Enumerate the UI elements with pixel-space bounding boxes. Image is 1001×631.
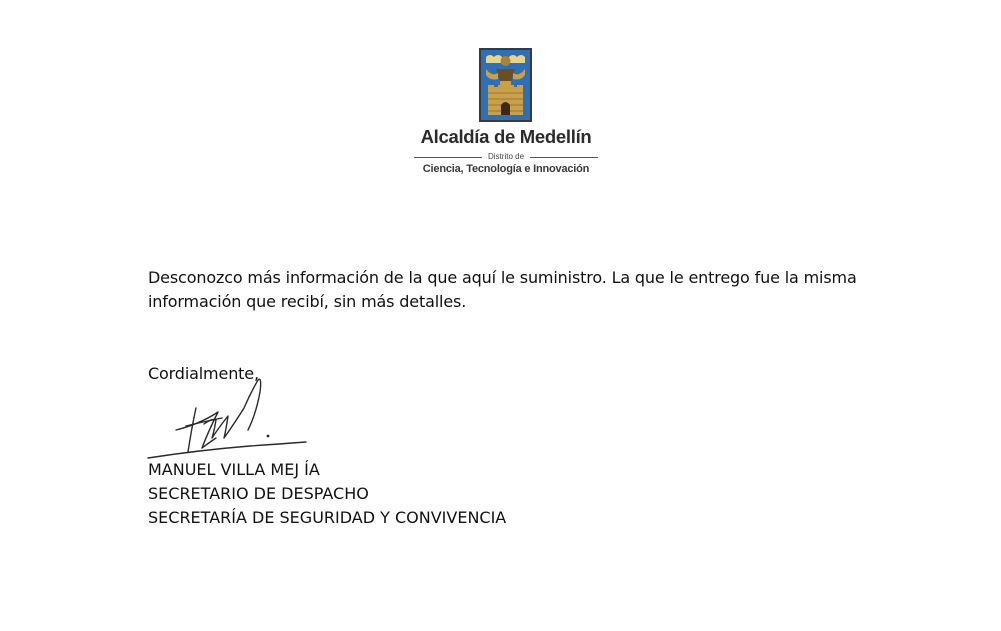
handwritten-signature xyxy=(140,372,320,472)
sub-line: Distrito de xyxy=(488,152,525,161)
signatory-name: MANUEL VILLA MEJ ÍA xyxy=(148,460,320,479)
signatory-title: SECRETARIO DE DESPACHO xyxy=(148,484,369,503)
letterhead xyxy=(400,44,612,180)
org-name: Alcaldía de Medellín xyxy=(420,126,592,147)
closing: Cordialmente, xyxy=(148,364,259,383)
medellin-coat-of-arms-icon xyxy=(478,47,533,123)
divider-left xyxy=(414,157,482,158)
body-paragraph: Desconozco más información de la que aquí le suministro. La que le entrego fue la misma información que recibí, sin más detalles. xyxy=(148,268,857,311)
org-unit: Ciencia, Tecnología e Innovación xyxy=(422,163,590,175)
signature-block xyxy=(148,458,506,530)
signatory-department: SECRETARÍA DE SEGURIDAD Y CONVIVENCIA xyxy=(148,508,507,527)
body-text xyxy=(148,266,888,314)
divider-right xyxy=(530,157,598,158)
